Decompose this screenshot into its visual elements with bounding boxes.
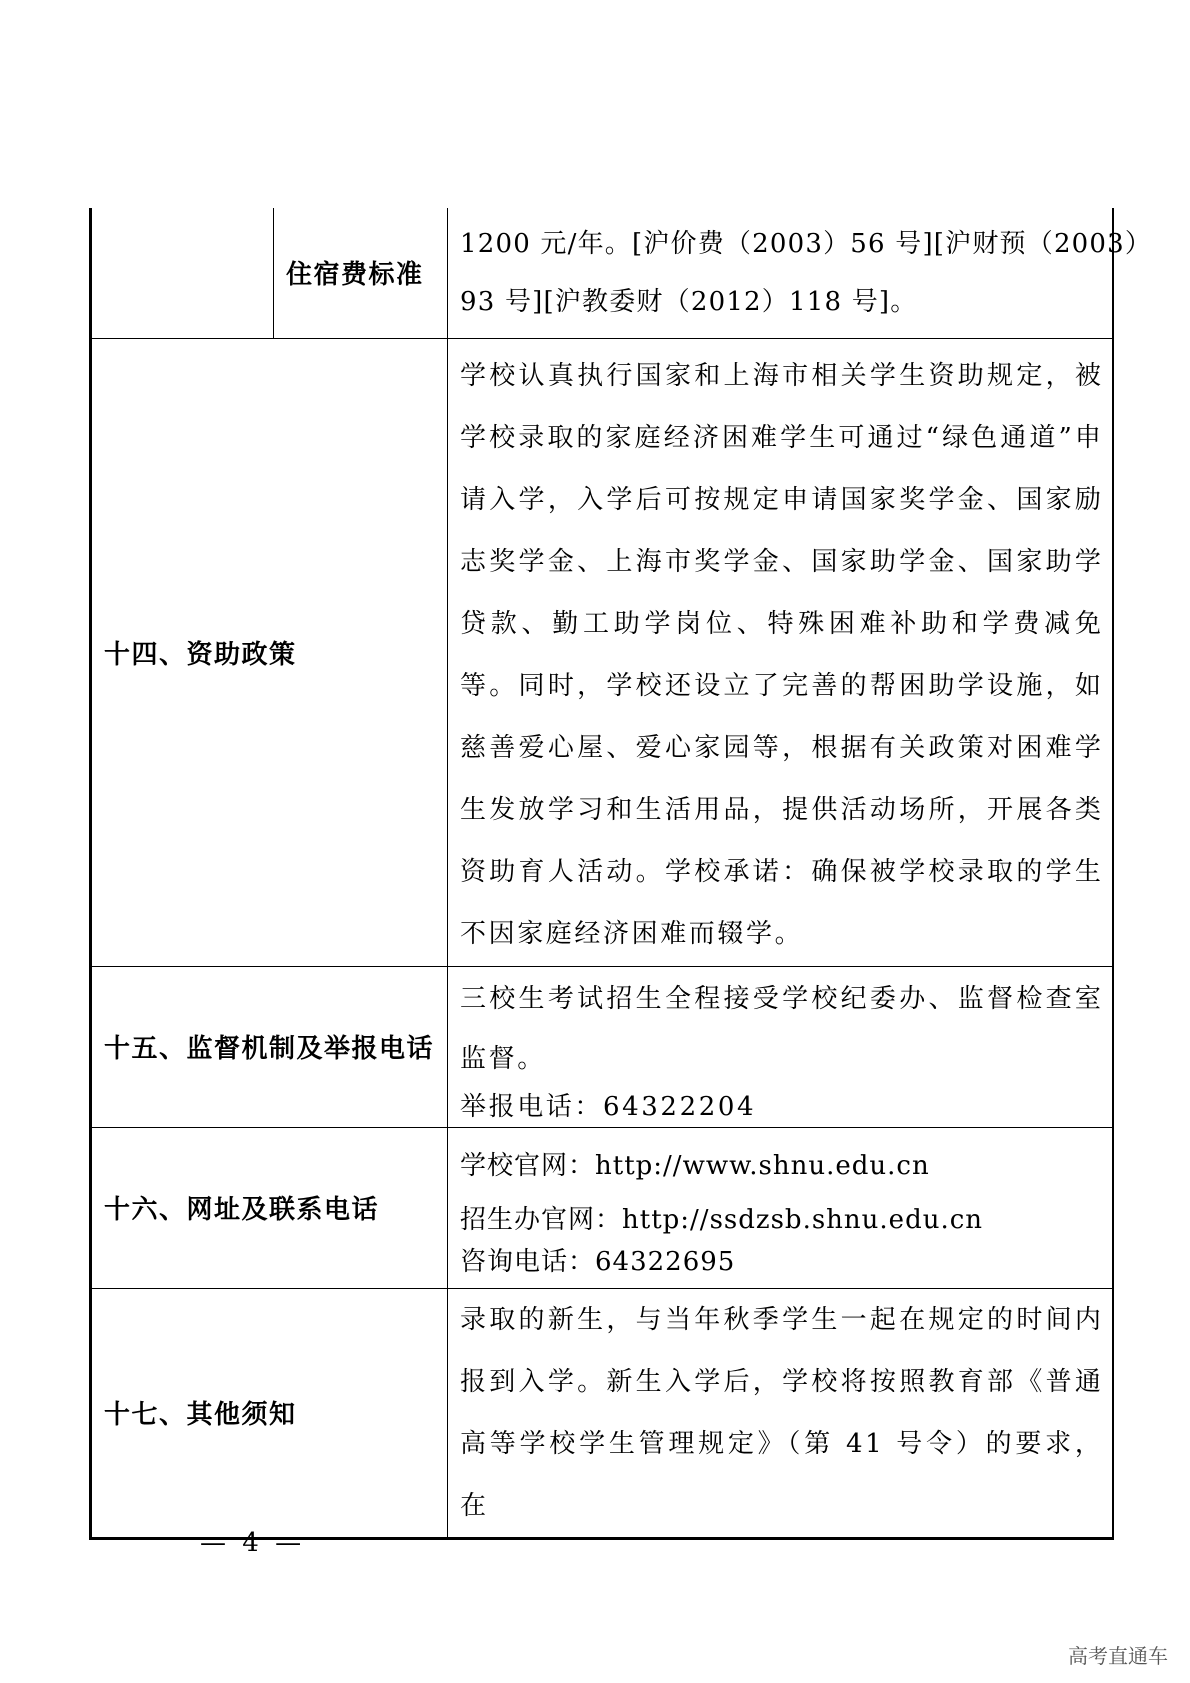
- website-contact-content-cell: [448, 1127, 1113, 1288]
- financial-aid-label-cell: [91, 338, 448, 966]
- website-contact-label-cell: [91, 1127, 448, 1288]
- table-row-financial-aid: [91, 338, 1113, 966]
- page-number: — 4 —: [200, 1528, 306, 1558]
- other-notes-label-cell: [91, 1288, 448, 1538]
- other-notes-label: 十七、其他须知: [104, 1400, 297, 1430]
- table-row-supervision: [91, 966, 1113, 1127]
- supervision-label: 十五、监督机制及举报电话: [104, 1034, 435, 1064]
- table-row-housing-fee: [91, 208, 1113, 338]
- school-website[interactable]: 学校官网：http://www.shnu.edu.cn: [460, 1150, 930, 1181]
- housing-fee-line-2: 93 号][沪教委财（2012）118 号]。: [460, 286, 918, 317]
- other-notes-content-cell: [448, 1288, 1113, 1538]
- housing-fee-label-cell: [274, 208, 448, 338]
- table-row-website-contact: [91, 1127, 1113, 1288]
- website-contact-label: 十六、网址及联系电话: [104, 1195, 380, 1225]
- other-notes-text: 录取的新生，与当年秋季学生一起在规定的时间内报到入学。新生入学后，学校将按照教育部《普通高等学校学生管理规定》（第 41 号令）的要求，在: [460, 1304, 1104, 1521]
- admissions-info-table: [89, 208, 1153, 1540]
- financial-aid-content-cell: [448, 338, 1113, 966]
- housing-fee-text: [448, 215, 1153, 331]
- admissions-office-website[interactable]: 招生办官网：http://ssdzsb.shnu.edu.cn: [460, 1204, 984, 1235]
- supervision-content-cell: [448, 966, 1113, 1127]
- supervision-text-block: [448, 969, 1112, 1125]
- financial-aid-label: 十四、资助政策: [104, 639, 297, 670]
- table-row-other-notes: [91, 1288, 1113, 1538]
- empty-category-cell: [91, 208, 274, 338]
- consult-phone: 咨询电话：64322695: [460, 1246, 736, 1277]
- supervision-label-cell: [91, 966, 448, 1127]
- watermark-text: 高考直通车: [1068, 1644, 1168, 1668]
- website-contact-text-block: [448, 1136, 1112, 1280]
- supervision-text: 三校生考试招生全程接受学校纪委办、监督检查室监督。: [460, 983, 1104, 1074]
- financial-aid-text: 学校认真执行国家和上海市相关学生资助规定，被学校录取的家庭经济困难学生可通过“绿色通道”申请入学，入学后可按规定申请国家奖学金、国家励志奖学金、上海市奖学金、国家助学金、国家助学贷款、勤工助学岗位、特殊困难补助和学费减免等。同时，学校还设立了完善的帮困助学设施，如慈善爱心屋、爱心家园等，根据有关政策对困难学生发放学习和生活用品，提供活动场所，开展各类资助育人活动。学校承诺：确保被学校录取的学生不因家庭经济困难而辍学。: [460, 361, 1104, 949]
- housing-fee-label: 住宿费标准: [286, 260, 424, 291]
- housing-fee-line-1: 1200 元/年。[沪价费（2003）56 号][沪财预（2003）: [460, 228, 1153, 259]
- report-phone: 举报电话：64322204: [460, 1091, 757, 1122]
- housing-fee-content-cell: [448, 208, 1153, 338]
